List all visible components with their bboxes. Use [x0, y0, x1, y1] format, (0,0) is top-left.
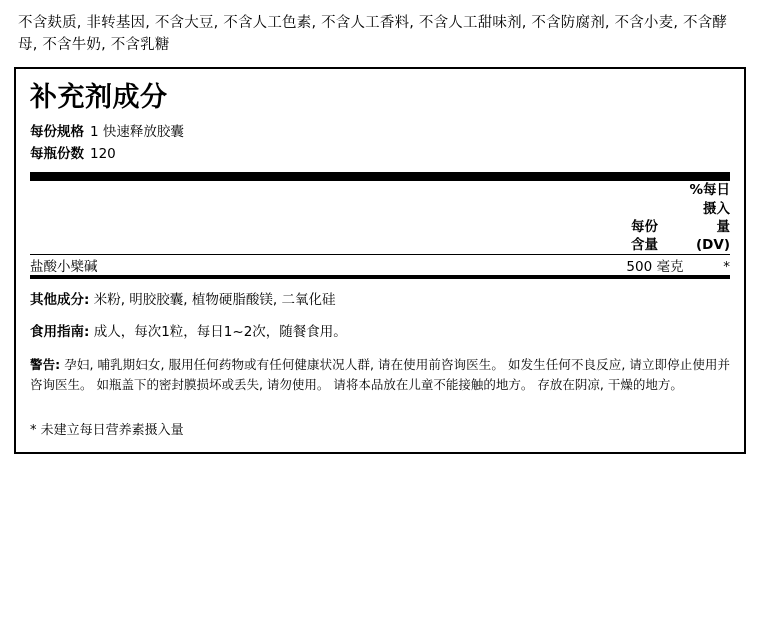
daily-value-footnote: * 未建立每日营养素摄入量 [30, 423, 184, 439]
supplement-facts-panel [14, 67, 746, 454]
nutrient-rows-table [30, 255, 730, 275]
table-header-row [30, 181, 730, 254]
allergen-statement: 不含麸质, 非转基因, 不含大豆, 不含人工色素, 不含人工香料, 不含人工甜味剂, 不含防腐剂, 不含小麦, 不含酵母, 不含牛奶, 不含乳糖 [18, 15, 728, 54]
servings-per-container-row [30, 145, 730, 164]
header-dv-line2: 摄入 [703, 200, 730, 217]
serving-size-label: 每份规格 [30, 123, 84, 140]
nutrient-name: 盐酸小檗碱 [30, 259, 98, 276]
header-daily-value [672, 181, 730, 254]
divider-medium-bottom [30, 275, 730, 279]
nutrient-amount: 500 毫克 [626, 259, 684, 276]
servings-per-container-value: 120 [90, 145, 116, 162]
warning-label: 警告: [30, 357, 61, 373]
directions-row [30, 322, 730, 343]
header-nutrient-blank [30, 181, 596, 254]
other-ingredients-value: 米粉, 明胶胶囊, 植物硬脂酸镁, 二氧化硅 [93, 292, 336, 309]
warning-value: 孕妇, 哺乳期妇女, 服用任何药物或有任何健康状况人群, 请在使用前咨询医生。 如发生任何不良反应, 请立即停止使用并咨询医生。 如瓶盖下的密封膜损坏或丢失, 请勿使用。 请将本品放在儿童不能接触的地方。 存放在阴凉, 干燥的地方。 [30, 357, 731, 393]
header-amount-line2: 含量 [631, 237, 658, 254]
directions-label: 食用指南: [30, 324, 90, 341]
other-ingredients-row [30, 290, 730, 311]
header-amount-line1: 每份 [631, 218, 658, 235]
header-dv-line1: %每日 [689, 182, 730, 199]
serving-size-row [30, 123, 730, 142]
header-dv-line4: (DV) [696, 237, 730, 254]
table-row [30, 255, 730, 275]
nutrition-table [30, 181, 730, 254]
warning-row [30, 355, 730, 395]
serving-size-value: 1 快速释放胶囊 [90, 123, 184, 140]
header-amount-per-serving [596, 181, 672, 254]
divider-thick-top [30, 172, 730, 181]
panel-title: 补充剂成分 [30, 81, 168, 113]
directions-value: 成人，每次1粒，每日1~2次，随餐食用。 [93, 324, 347, 341]
other-ingredients-label: 其他成分: [30, 292, 90, 309]
servings-per-container-label: 每瓶份数 [30, 145, 84, 162]
header-dv-line3: 量 [716, 218, 730, 235]
nutrient-daily-value: * [723, 259, 730, 276]
